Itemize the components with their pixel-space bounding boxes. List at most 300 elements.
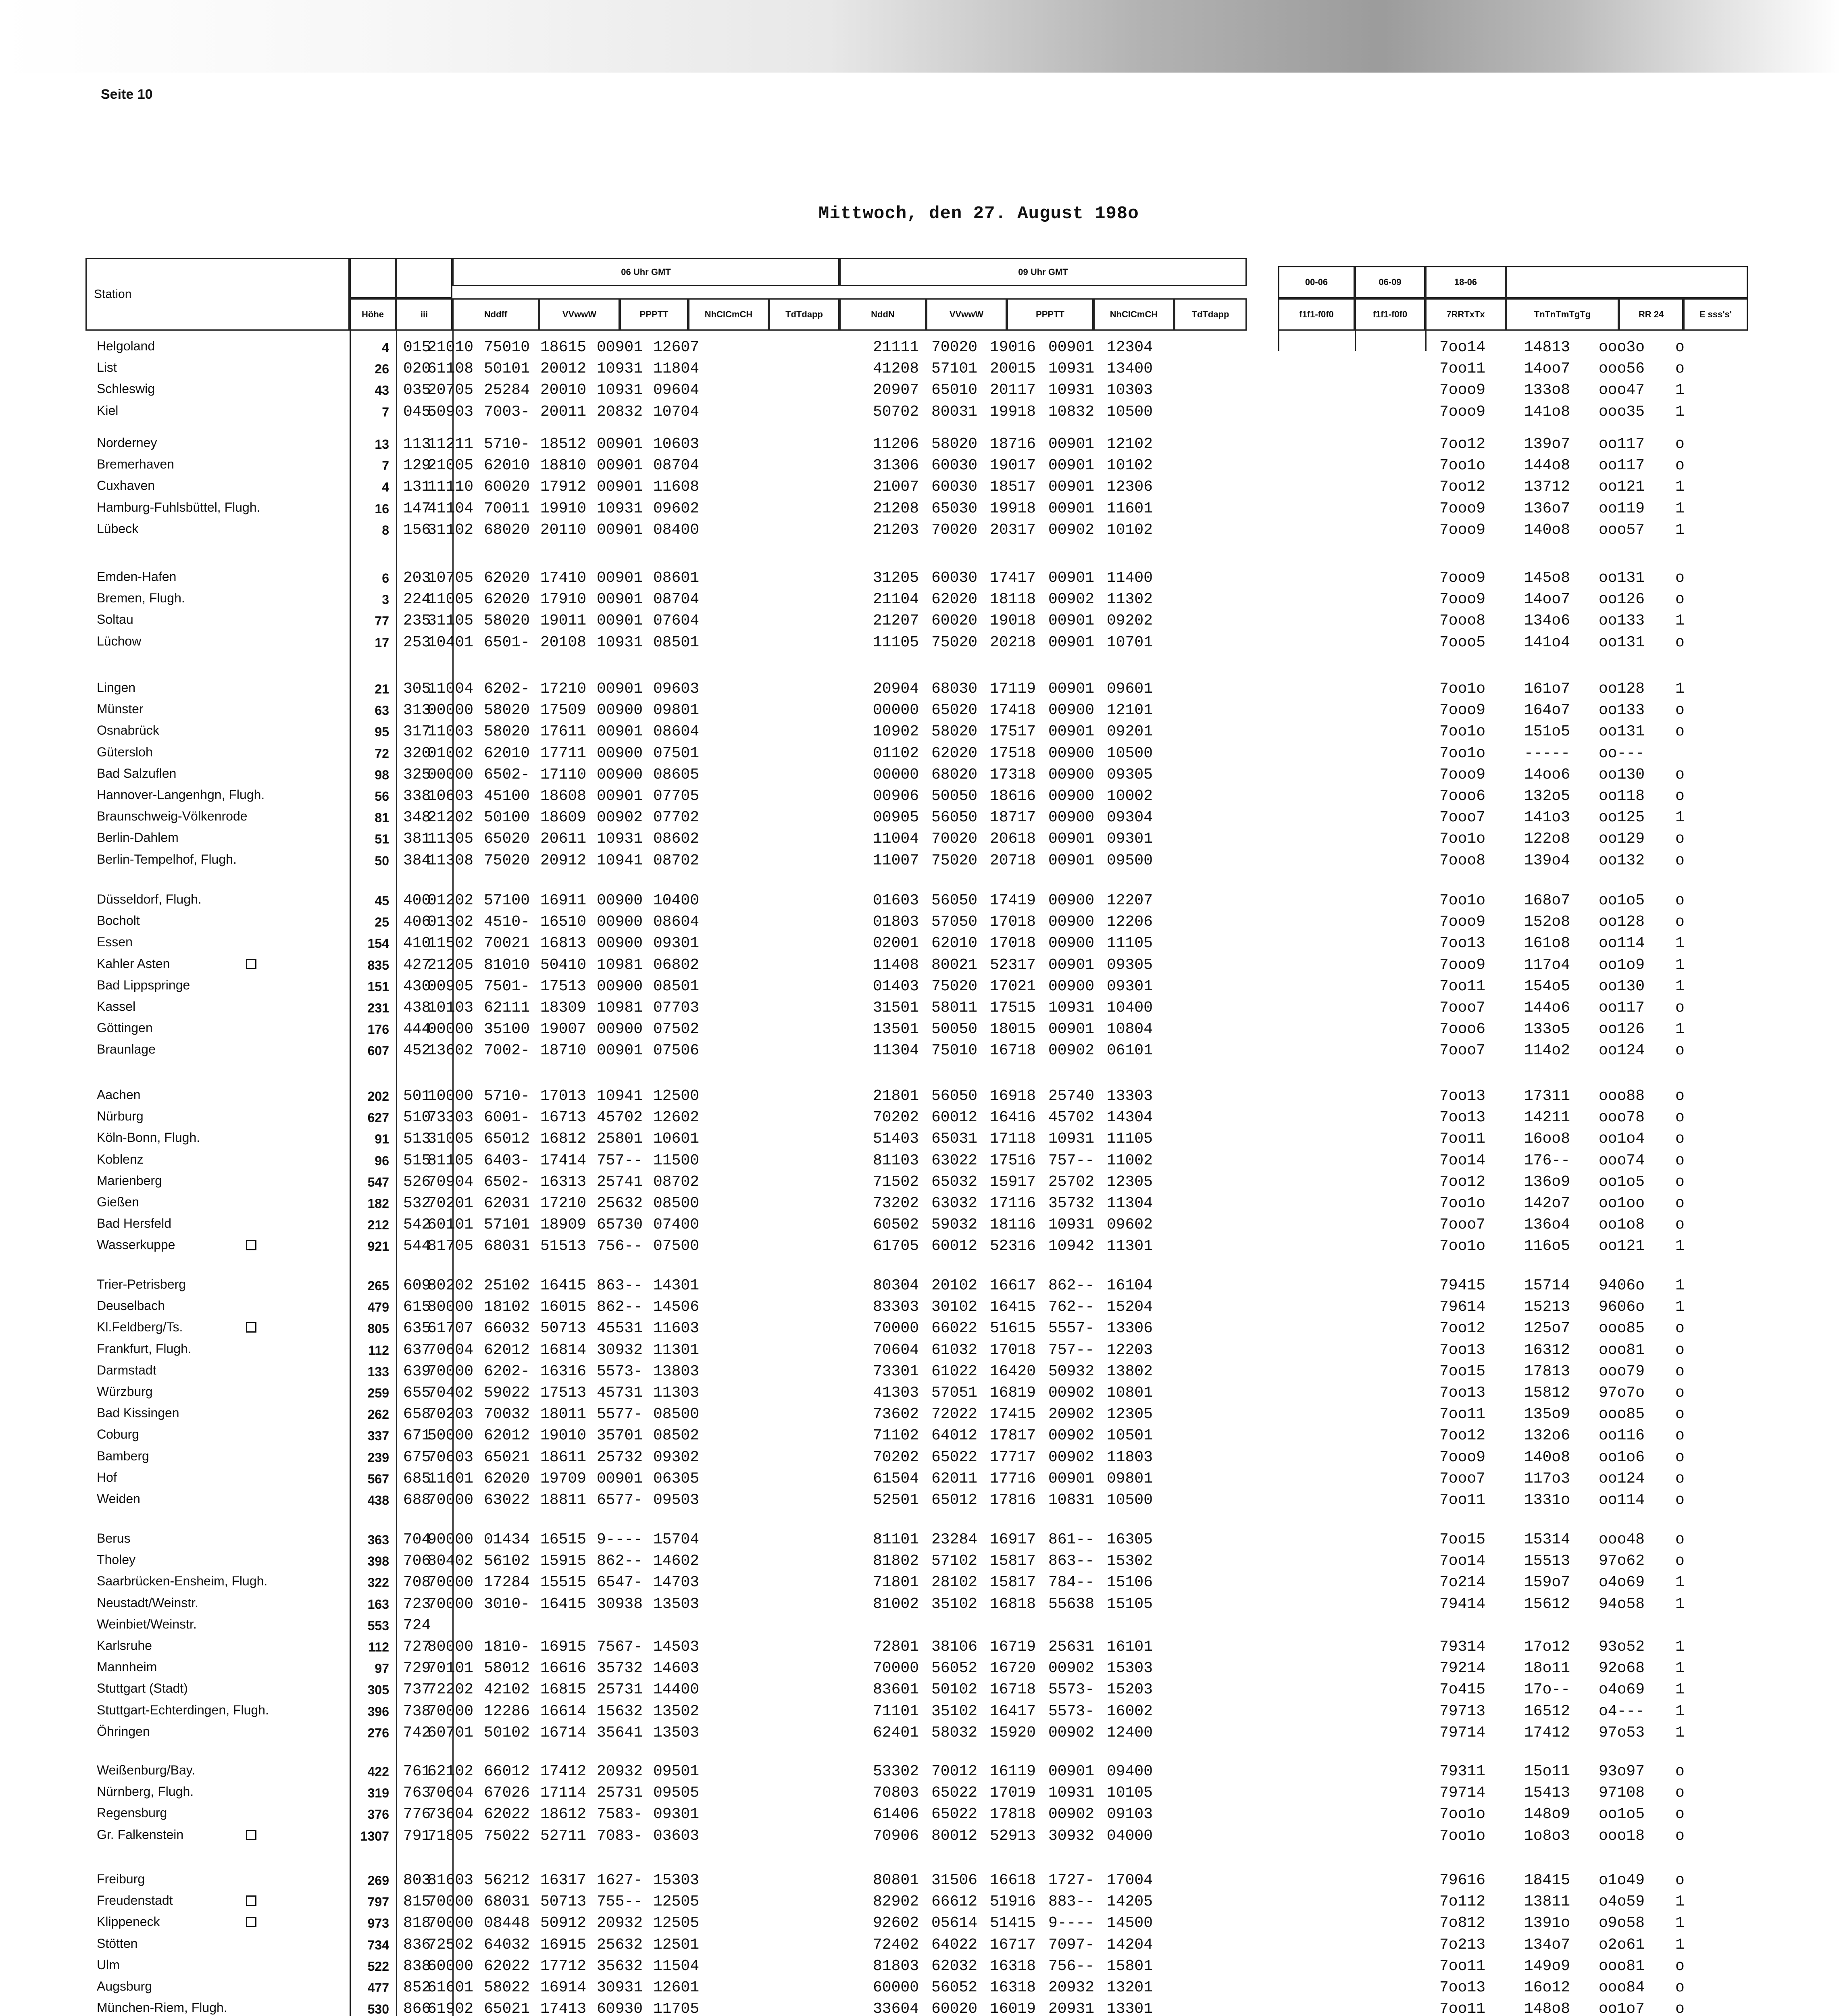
cell-l: 136o4: [1524, 1216, 1570, 1233]
cell-m: oo124: [1599, 1470, 1645, 1487]
station-height: 7: [382, 458, 389, 473]
cell-c: 16812: [540, 1130, 587, 1148]
station-name: Stuttgart (Stadt): [97, 1681, 188, 1695]
cell-a: 00000: [427, 766, 474, 783]
cell-a: 81705: [427, 1237, 474, 1255]
cell-m: ooo84: [1599, 1979, 1645, 1996]
station-name: Gießen: [97, 1195, 139, 1209]
cell-iii: 742: [403, 1724, 431, 1741]
station-height: 63: [375, 703, 389, 718]
table-row: [0, 611, 1841, 629]
station-name: Koblenz: [97, 1152, 144, 1166]
cell-m: ooo85: [1599, 1320, 1645, 1337]
cell-j: 12101: [1107, 702, 1153, 719]
station-name: Marienberg: [97, 1173, 162, 1188]
cell-iii: 615: [403, 1298, 431, 1316]
cell-m: ooo85: [1599, 1406, 1645, 1423]
cell-a: 72202: [427, 1681, 474, 1698]
station-height: 262: [367, 1407, 389, 1422]
cell-c: 19910: [540, 500, 587, 517]
station-name: Bremen, Flugh.: [97, 591, 185, 605]
cell-e: 08501: [653, 634, 700, 651]
cell-g2: 62010: [931, 935, 978, 952]
station-name: Lübeck: [97, 521, 139, 536]
cell-iii: 637: [403, 1341, 431, 1359]
station-height: 553: [367, 1618, 389, 1633]
table-row: [0, 1805, 1841, 1822]
table-row: [0, 1999, 1841, 2016]
cell-a: 80000: [427, 1638, 474, 1656]
cell-l: 159o7: [1524, 1574, 1570, 1591]
station-name: Bad Lippspringe: [97, 978, 190, 992]
table-row: [0, 1957, 1841, 1974]
cell-f: 71801: [873, 1574, 919, 1591]
cell-b: 59022: [484, 1384, 530, 1402]
cell-iii: 723: [403, 1595, 431, 1613]
cell-h: 17817: [990, 1427, 1036, 1444]
cell-d: 00901: [597, 478, 643, 496]
cell-n: o: [1675, 2000, 1685, 2016]
cell-n: o: [1675, 1042, 1685, 1059]
cell-n: o: [1675, 1958, 1685, 1975]
cell-h: 16415: [990, 1298, 1036, 1316]
cell-c: 18512: [540, 435, 587, 453]
cell-d: 6547-: [597, 1574, 643, 1591]
cell-f: 21207: [873, 612, 919, 629]
station-height: 81: [375, 810, 389, 825]
cell-n: 1: [1675, 956, 1685, 974]
header-nh: NhClCmCH: [688, 298, 769, 331]
cell-m: o4o59: [1599, 1893, 1645, 1910]
cell-h: 15917: [990, 1173, 1036, 1191]
cell-f: 70202: [873, 1109, 919, 1126]
cell-i: 10931: [1048, 1216, 1095, 1233]
cell-l: 114o2: [1524, 1042, 1570, 1059]
cell-b: 62012: [484, 1427, 530, 1444]
cell-l: 141o3: [1524, 809, 1570, 826]
cell-g2: 60012: [931, 1237, 978, 1255]
cell-h: 16918: [990, 1087, 1036, 1105]
cell-g2: 62011: [931, 1470, 978, 1487]
cell-n: 1: [1675, 1893, 1685, 1910]
cell-iii: 727: [403, 1638, 431, 1656]
cell-e: 14503: [653, 1638, 700, 1656]
station-height: 319: [367, 1786, 389, 1800]
cell-h: 15920: [990, 1724, 1036, 1741]
cell-c: 51513: [540, 1237, 587, 1255]
cell-k: 7o112: [1439, 1893, 1486, 1910]
cell-e: 11705: [653, 2000, 700, 2016]
cell-l: 134o7: [1524, 1936, 1570, 1954]
cell-c: 17413: [540, 2000, 587, 2016]
cell-m: oo121: [1599, 1237, 1645, 1255]
cell-k: 7oo1o: [1439, 1237, 1486, 1255]
station-name: Helgoland: [97, 339, 155, 353]
station-height: 4: [382, 480, 389, 494]
cell-i: 00902: [1048, 1449, 1095, 1466]
cell-l: 139o7: [1524, 435, 1570, 453]
cell-k: 7oo1o: [1439, 680, 1486, 698]
square-box-icon: [246, 1322, 256, 1333]
cell-e: 07502: [653, 1020, 700, 1038]
cell-c: 16915: [540, 1936, 587, 1954]
scan-noise-band: [0, 0, 1841, 73]
station-height: 567: [367, 1472, 389, 1486]
station-name: Essen: [97, 935, 133, 949]
station-height: 95: [375, 725, 389, 739]
cell-g2: 65030: [931, 500, 978, 517]
cell-d: 00901: [597, 591, 643, 608]
table-row: [0, 1783, 1841, 1801]
cell-n: o: [1675, 634, 1685, 651]
cell-e: 12505: [653, 1893, 700, 1910]
cell-i: 20931: [1048, 2000, 1095, 2016]
station-name: Mannheim: [97, 1660, 157, 1674]
cell-e: 11303: [653, 1384, 700, 1402]
cell-g2: 28102: [931, 1574, 978, 1591]
cell-j: 12400: [1107, 1724, 1153, 1741]
cell-g2: 80021: [931, 956, 978, 974]
cell-d: 20932: [597, 1914, 643, 1932]
cell-e: 10603: [653, 435, 700, 453]
station-name: Regensburg: [97, 1806, 167, 1820]
cell-f: 02001: [873, 935, 919, 952]
station-name: Bocholt: [97, 913, 140, 928]
cell-a: 01302: [427, 913, 474, 931]
cell-c: 18710: [540, 1042, 587, 1059]
cell-g2: 65022: [931, 1449, 978, 1466]
table-row: [0, 1020, 1841, 1037]
cell-h: 16718: [990, 1681, 1036, 1698]
cell-j: 13802: [1107, 1363, 1153, 1380]
cell-e: 09301: [653, 1806, 700, 1823]
cell-iii: 609: [403, 1277, 431, 1294]
cell-g2: 80031: [931, 403, 978, 421]
cell-c: 16510: [540, 913, 587, 931]
cell-a: 50903: [427, 403, 474, 421]
cell-b: 58020: [484, 723, 530, 740]
cell-m: o4o69: [1599, 1681, 1645, 1698]
cell-iii: 253: [403, 634, 431, 651]
cell-n: o: [1675, 569, 1685, 587]
cell-l: 164o7: [1524, 702, 1570, 719]
cell-n: o: [1675, 723, 1685, 740]
cell-g2: 60012: [931, 1109, 978, 1126]
cell-k: 7ooo7: [1439, 809, 1486, 826]
cell-iii: 704: [403, 1531, 431, 1548]
cell-g2: 65020: [931, 702, 978, 719]
header-nh-09: NhClCmCH: [1093, 298, 1174, 331]
cell-l: 17311: [1524, 1087, 1570, 1105]
cell-i: 00902: [1048, 1724, 1095, 1741]
cell-k: 7oo12: [1439, 478, 1486, 496]
cell-j: 13303: [1107, 1087, 1153, 1105]
table-row: [0, 381, 1841, 398]
cell-c: 18011: [540, 1406, 587, 1423]
cell-b: 60020: [484, 478, 530, 496]
station-height: 21: [375, 682, 389, 696]
table-row: [0, 499, 1841, 517]
cell-i: 00900: [1048, 978, 1095, 995]
cell-n: o: [1675, 1384, 1685, 1402]
cell-iii: 035: [403, 381, 431, 399]
cell-a: 00905: [427, 978, 474, 995]
cell-n: o: [1675, 852, 1685, 869]
header-period-06-09: 06-09: [1355, 266, 1425, 298]
table-row: [0, 998, 1841, 1016]
table-row: [0, 787, 1841, 804]
cell-f: 31205: [873, 569, 919, 587]
cell-k: 7ooo9: [1439, 702, 1486, 719]
cell-iii: 776: [403, 1806, 431, 1823]
cell-g2: 70020: [931, 339, 978, 356]
cell-i: 10931: [1048, 381, 1095, 399]
cell-g2: 30102: [931, 1298, 978, 1316]
cell-f: 70000: [873, 1660, 919, 1677]
cell-l: 17o12: [1524, 1638, 1570, 1656]
cell-i: 00900: [1048, 892, 1095, 909]
cell-i: 861--: [1048, 1531, 1095, 1548]
cell-m: oo1o5: [1599, 892, 1645, 909]
cell-d: 00900: [597, 892, 643, 909]
cell-a: 70904: [427, 1173, 474, 1191]
cell-c: 52711: [540, 1827, 587, 1845]
station-height: 422: [367, 1764, 389, 1779]
header-nddff: Nddff: [452, 298, 539, 331]
cell-g2: 63032: [931, 1195, 978, 1212]
cell-b: 68031: [484, 1237, 530, 1255]
cell-e: 07703: [653, 999, 700, 1016]
station-height: 154: [367, 936, 389, 951]
cell-k: 7o213: [1439, 1936, 1486, 1954]
cell-c: 18612: [540, 1806, 587, 1823]
cell-e: 09602: [653, 500, 700, 517]
cell-j: 10102: [1107, 521, 1153, 539]
cell-n: 1: [1675, 1020, 1685, 1038]
station-name: Coburg: [97, 1427, 139, 1441]
cell-m: ooo88: [1599, 1087, 1645, 1105]
cell-n: o: [1675, 892, 1685, 909]
table-row: [0, 569, 1841, 586]
cell-a: 21205: [427, 956, 474, 974]
cell-i: 00900: [1048, 745, 1095, 762]
cell-m: o2o61: [1599, 1936, 1645, 1954]
cell-iii: 348: [403, 809, 431, 826]
cell-a: 81105: [427, 1152, 474, 1169]
cell-f: 61504: [873, 1470, 919, 1487]
cell-b: 35100: [484, 1020, 530, 1038]
cell-n: o: [1675, 999, 1685, 1016]
cell-b: 65020: [484, 830, 530, 848]
cell-i: 00902: [1048, 1042, 1095, 1059]
cell-b: 45100: [484, 787, 530, 805]
cell-k: 7oo1o: [1439, 1806, 1486, 1823]
cell-e: 08500: [653, 1406, 700, 1423]
cell-a: 00000: [427, 702, 474, 719]
cell-k: 7ooo9: [1439, 521, 1486, 539]
cell-i: 00902: [1048, 521, 1095, 539]
station-height: 72: [375, 746, 389, 761]
cell-l: 117o4: [1524, 956, 1570, 974]
cell-iii: 400: [403, 892, 431, 909]
header-station: Station: [85, 258, 350, 331]
cell-iii: 515: [403, 1152, 431, 1169]
cell-iii: 313: [403, 702, 431, 719]
cell-i: 00901: [1048, 339, 1095, 356]
cell-d: 45702: [597, 1109, 643, 1126]
header-ppptt: PPPTT: [620, 298, 688, 331]
cell-l: 18415: [1524, 1872, 1570, 1889]
header-hoehe: Höhe: [350, 298, 396, 331]
cell-i: 5573-: [1048, 1681, 1095, 1698]
cell-k: 7oo13: [1439, 1087, 1486, 1105]
cell-i: 757--: [1048, 1341, 1095, 1359]
cell-m: oo1o7: [1599, 2000, 1645, 2016]
cell-b: 25284: [484, 381, 530, 399]
cell-k: 7oo13: [1439, 1384, 1486, 1402]
station-height: 7: [382, 405, 389, 419]
cell-e: 15303: [653, 1872, 700, 1889]
cell-d: 00900: [597, 745, 643, 762]
cell-k: 7o214: [1439, 1574, 1486, 1591]
station-name: Weißenburg/Bay.: [97, 1763, 196, 1777]
cell-n: 1: [1675, 1703, 1685, 1720]
cell-l: 161o7: [1524, 680, 1570, 698]
cell-n: 1: [1675, 1237, 1685, 1255]
cell-h: 16417: [990, 1703, 1036, 1720]
cell-b: 08448: [484, 1914, 530, 1932]
cell-i: 00901: [1048, 680, 1095, 698]
cell-n: 1: [1675, 1277, 1685, 1294]
station-height: 921: [367, 1239, 389, 1254]
station-name: List: [97, 360, 117, 375]
table-row: [0, 679, 1841, 697]
cell-c: 17912: [540, 478, 587, 496]
cell-iii: 325: [403, 766, 431, 783]
cell-j: 12207: [1107, 892, 1153, 909]
station-height: 438: [367, 1493, 389, 1508]
cell-k: 7oo1o: [1439, 892, 1486, 909]
cell-c: 16616: [540, 1660, 587, 1677]
cell-g2: 68020: [931, 766, 978, 783]
cell-k: 7oo13: [1439, 935, 1486, 952]
cell-c: 16614: [540, 1703, 587, 1720]
cell-c: 17013: [540, 1087, 587, 1105]
cell-k: 79311: [1439, 1763, 1486, 1780]
table-row: [0, 1237, 1841, 1254]
cell-c: 18811: [540, 1491, 587, 1509]
cell-a: 60000: [427, 1958, 474, 1975]
cell-f: 62401: [873, 1724, 919, 1741]
cell-b: 57100: [484, 892, 530, 909]
table-row: [0, 891, 1841, 909]
cell-n: o: [1675, 1195, 1685, 1212]
cell-iii: 015: [403, 339, 431, 356]
cell-l: 1331o: [1524, 1491, 1570, 1509]
cell-l: 15o11: [1524, 1763, 1570, 1780]
cell-d: 00901: [597, 435, 643, 453]
cell-c: 15515: [540, 1574, 587, 1591]
cell-c: 17414: [540, 1152, 587, 1169]
cell-g2: 58032: [931, 1724, 978, 1741]
cell-m: 97o62: [1599, 1552, 1645, 1570]
cell-j: 10500: [1107, 745, 1153, 762]
station-name: Kiel: [97, 403, 119, 418]
cell-f: 11206: [873, 435, 919, 453]
cell-n: o: [1675, 1341, 1685, 1359]
cell-a: 10705: [427, 569, 474, 587]
cell-e: 07500: [653, 1237, 700, 1255]
cell-iii: 501: [403, 1087, 431, 1105]
cell-n: 1: [1675, 1574, 1685, 1591]
cell-j: 13301: [1107, 2000, 1153, 2016]
cell-g2: 65032: [931, 1173, 978, 1191]
cell-a: 11211: [427, 435, 474, 453]
cell-iii: 688: [403, 1491, 431, 1509]
cell-f: 50702: [873, 403, 919, 421]
cell-n: o: [1675, 1130, 1685, 1148]
cell-f: 52501: [873, 1491, 919, 1509]
cell-b: 56212: [484, 1872, 530, 1889]
station-name: Emden-Hafen: [97, 569, 177, 584]
table-row: [0, 1194, 1841, 1212]
cell-d: 00901: [597, 1042, 643, 1059]
cell-b: 62022: [484, 1806, 530, 1823]
cell-e: 12602: [653, 1109, 700, 1126]
cell-g2: 70020: [931, 521, 978, 539]
cell-f: 61705: [873, 1237, 919, 1255]
cell-d: 00901: [597, 787, 643, 805]
cell-n: o: [1675, 913, 1685, 931]
cell-d: 30932: [597, 1341, 643, 1359]
cell-d: 25741: [597, 1173, 643, 1191]
cell-i: 5573-: [1048, 1703, 1095, 1720]
cell-k: 7ooo9: [1439, 500, 1486, 517]
station-name: Tholey: [97, 1552, 136, 1567]
cell-n: o: [1675, 1087, 1685, 1105]
cell-k: 79214: [1439, 1660, 1486, 1677]
cell-a: 70000: [427, 1491, 474, 1509]
cell-g2: 65012: [931, 1491, 978, 1509]
cell-g2: 60030: [931, 457, 978, 474]
cell-i: 00900: [1048, 702, 1095, 719]
cell-b: 65021: [484, 1449, 530, 1466]
station-name: Berus: [97, 1531, 131, 1545]
cell-k: 79714: [1439, 1724, 1486, 1741]
cell-f: 60000: [873, 1979, 919, 1996]
cell-a: 71805: [427, 1827, 474, 1845]
cell-f: 11304: [873, 1042, 919, 1059]
cell-h: 20618: [990, 830, 1036, 848]
cell-m: oo1o4: [1599, 1130, 1645, 1148]
station-name: Gütersloh: [97, 745, 153, 759]
cell-b: 42102: [484, 1681, 530, 1698]
cell-iii: 836: [403, 1936, 431, 1954]
cell-h: 17018: [990, 935, 1036, 952]
cell-iii: 235: [403, 612, 431, 629]
cell-a: 10603: [427, 787, 474, 805]
cell-j: 15204: [1107, 1298, 1153, 1316]
cell-j: 12305: [1107, 1173, 1153, 1191]
cell-a: 80000: [427, 1298, 474, 1316]
cell-m: 9406o: [1599, 1277, 1645, 1294]
cell-c: 20011: [540, 403, 587, 421]
cell-i: 00901: [1048, 435, 1095, 453]
cell-i: 00901: [1048, 478, 1095, 496]
cell-l: 144o6: [1524, 999, 1570, 1016]
cell-e: 07705: [653, 787, 700, 805]
cell-e: 10601: [653, 1130, 700, 1148]
